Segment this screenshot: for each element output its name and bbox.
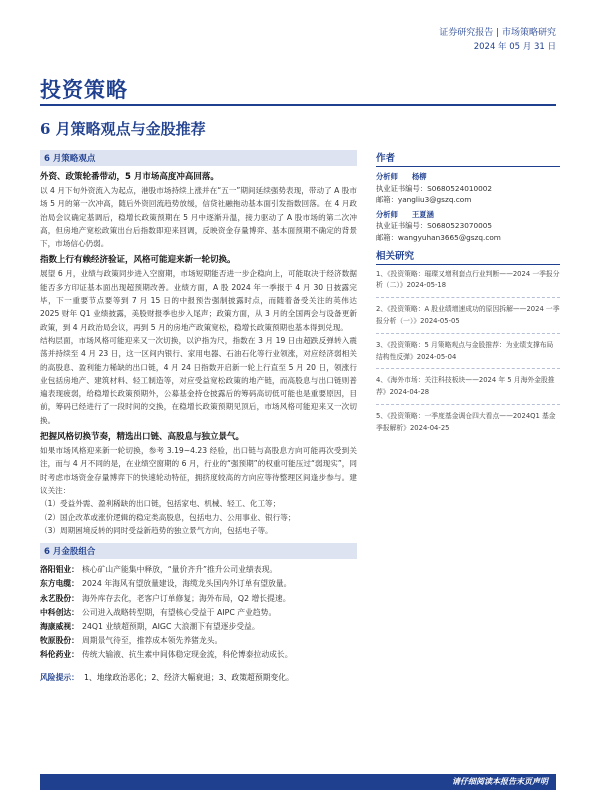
risk-text: 1、地缘政治恶化；2、经济大幅衰退；3、政策超预期变化。 <box>84 672 294 682</box>
stock-desc: 公司进入战略转型期，有望核心受益于 AIPC 产业趋势。 <box>82 607 277 617</box>
report-subtitle: 6 月策略观点与金股推荐 <box>40 120 206 138</box>
stock-row <box>40 592 357 606</box>
page-title: 投资策略 <box>40 77 128 102</box>
section-head-stocks: 6 月金股组合 <box>40 543 357 559</box>
stock-name: 中科创达： <box>40 607 79 617</box>
sidebar <box>376 150 560 440</box>
stock-desc: 24Q1 业绩超预期，AIGC 大浪潮下有望逐步受益。 <box>82 621 260 631</box>
author-license: 执业证书编号：S0680524010002 <box>376 183 493 193</box>
stock-name: 牧原股份： <box>40 636 79 646</box>
author-role: 分析师 <box>376 172 398 181</box>
stock-row <box>40 577 357 591</box>
divider <box>376 333 560 334</box>
stock-desc: 传统大输液、抗生素中间体稳定现金流，科伦博泰拉动成长。 <box>82 650 293 660</box>
report-date: 2024 年 05 月 31 日 <box>473 42 556 52</box>
stock-name: 科伦药业： <box>40 650 79 660</box>
block3-item2: （2）国企改革或涨价逻辑的稳定类高股息，包括电力、公用事业、银行等； <box>40 512 296 522</box>
stock-name: 永艺股份： <box>40 593 79 603</box>
stock-desc: 海外库存去化，老客户订单修复；海外布局，Q2 增长提速。 <box>82 593 291 603</box>
block3-text: 如果市场风格迎来新一轮切换，参考 3.19~4.23 经验，出口链与高股息方向可能再次受到关注，而与 4 月不同的是，在业绩空窗期的 6 月，行业的“强预期”的权重可能压过“弱现实”，同时考虑市场资金存量博弈下的快速轮动特征，拥挤度较高的方向应等待整理区间逢步参与。建议关注： <box>40 446 357 495</box>
footer-disclaimer: 请仔细阅读本报告末页声明 <box>40 774 556 790</box>
author-role: 分析师 <box>376 209 398 219</box>
related-item[interactable]: 4、《海外市场：关注科技板块——2024 年 5 月海外金股推荐》2024-04-28 <box>376 376 555 397</box>
stock-name: 东方电缆： <box>40 579 79 589</box>
divider <box>376 404 560 405</box>
related-item[interactable]: 5、《投资策略：一季度基金调仓四大看点——2024Q1 基金季报解析》2024-04-25 <box>376 411 556 432</box>
stock-desc: 2024 年海风有望放量建设，海缆龙头国内外订单有望放量。 <box>82 579 292 589</box>
stock-list <box>40 563 357 662</box>
author-email[interactable]: 邮箱：wangyuhan3665@gszq.com <box>376 232 501 242</box>
related-head: 相关研究 <box>376 248 560 265</box>
stock-name: 海康威视： <box>40 621 79 631</box>
stock-desc: 核心矿山产能集中释放，“量价齐升”推升公司业绩表现。 <box>82 565 278 575</box>
block1-text: 以 4 月下旬外资流入为起点，港股市场持续上涨并在“五一”期间延续强势表现，带动了 A 股市场 5 月的第一次冲高，随后外资回流趋势放缓，信贷社融拖动基本面引发指数回落。在 4 月政治局会议确定基调后，稳增长政策预期在 5 月中逐渐升温，接力驱动了 A 股市场的第二次冲高，但房地产宽松政策出台后指数即迎来回调，反映资金存量博弈、基本面预期不确定的背景下，市场信心仍弱。 <box>40 186 357 249</box>
block1-title: 外资、政策轮番带动，5 月市场高度冲高回落。 <box>40 172 219 182</box>
related-item[interactable]: 2、《投资策略：A 股业绩增速成功的原因拆解——2024 一季报分析（一）》2024-05-05 <box>376 305 560 325</box>
related-item[interactable]: 3、《投资策略：5 月策略观点与金股推荐：为业绩支撑布局结构性反弹》2024-05-04 <box>376 340 554 361</box>
risk-label: 风险提示： <box>40 672 79 682</box>
main-content <box>40 150 357 684</box>
title-divider <box>40 104 556 106</box>
stock-desc: 周期景气待至，推荐成本领先养猪龙头。 <box>82 636 223 646</box>
block2-title: 指数上行有赖经济验证，风格可能迎来新一轮切换。 <box>40 255 236 266</box>
author-card <box>376 209 560 244</box>
block3-item1: （1）受益外需、盈利稀缺的出口链，包括家电、机械、轻工、化工等； <box>40 499 281 509</box>
stock-row <box>40 620 357 634</box>
stock-row <box>40 634 357 648</box>
block3-item3: （3）周期困境反转的同时受益新趋势的独立景气方向，包括电子等。 <box>40 525 273 535</box>
stock-row <box>40 648 357 662</box>
report-type: 证券研究报告 | 市场策略研究 <box>439 28 556 38</box>
section-head-strategy: 6 月策略观点 <box>40 150 357 166</box>
stock-row <box>40 606 357 620</box>
risk-warning <box>40 671 357 684</box>
stock-row <box>40 563 357 577</box>
author-name: 王夏涵 <box>412 209 434 219</box>
author-license: 执业证书编号：S0680523070005 <box>376 221 493 231</box>
report-header <box>439 26 556 54</box>
author-email[interactable]: 邮箱：yangliu3@gszq.com <box>376 195 472 205</box>
author-card <box>376 171 560 206</box>
related-item[interactable]: 1、《投资策略：璀璨又增利套点行业判断——2024 一季报分析（二）》2024-05-18 <box>376 269 560 290</box>
block3-title: 把握风格切换节奏，精选出口链、高股息与独立景气。 <box>40 432 245 443</box>
divider <box>376 297 560 298</box>
divider <box>376 368 560 369</box>
block2-text2: 结构层面，市场风格可能迎来又一次切换，以沪指为尺，指数在 3 月 19 日由超跌反弹转入震荡并持续至 4 月 23 日，这一区间内银行、家用电器、石油石化等行业领涨，对应经济弱相关的高股息、盈利能力稀缺的出口链，4 月 24 日指数开启新一轮上行直至 5 月 20 日，领涨行业包括房地产、建筑材料、轻工制造等，对应受益宽松政策的地产链，而高股息与出口链则普遍表现疲弱，给稳增长政策预期外，公募基金持仓披露后的筹码高切低可能也是重要原因，目前，筹码已经进行了一段时间的交换，在稳增长政策预期见顶后，市场风格可能迎来又一次切换。 <box>40 335 357 425</box>
author-head: 作者 <box>376 150 560 167</box>
author-name: 杨柳 <box>412 172 427 181</box>
stock-name: 洛阳钼业： <box>40 565 79 575</box>
block2-text1: 展望 6 月，业绩与政策同步进入空窗期，市场短期能否进一步企稳向上，可能取决于经济数据能否多方印证基本面出现超预期改善。业绩方面，A 股 2024 年一季报于 4 月 30 日披露完毕，下一重要节点要等到 7 月 15 日的中报预告强制披露时点，而随着备受关注的英伟达 2025 财年 Q1 业绩披露，美股财报季也步入尾声；政策方面，从 3 月的全国两会与设备更新政策，到 4 月政治局会议，再到 5 月的房地产政策宽松，稳增长政策预期也基本得到兑现。 <box>40 269 357 332</box>
